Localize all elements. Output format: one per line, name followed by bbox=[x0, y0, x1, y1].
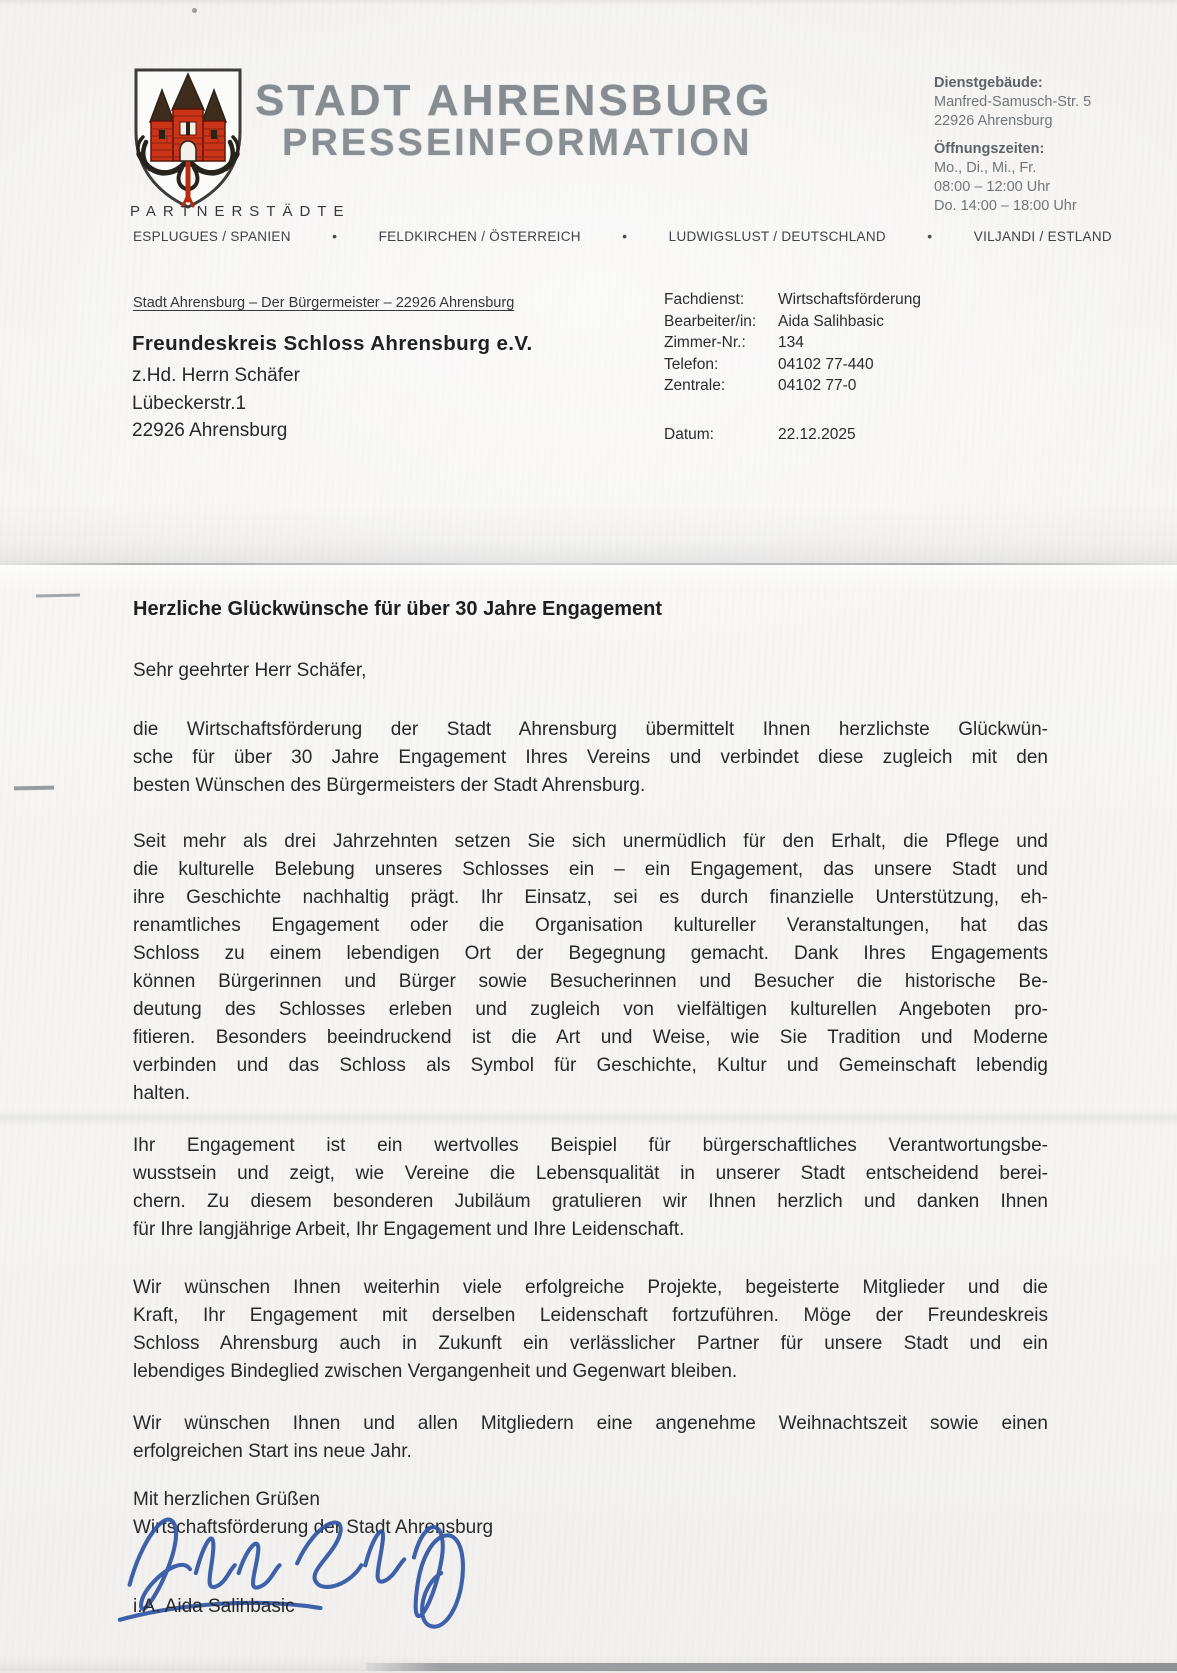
paragraph-line: Kraft, Ihr Engagement mit derselben Leidenschaft fortzuführen. Möge der Freundeskreis bbox=[133, 1305, 1048, 1326]
body-paragraph-4 bbox=[133, 1274, 1048, 1386]
closing-department: Wirtschaftsförderung der Stadt Ahrensburg bbox=[133, 1517, 494, 1538]
partner-city-feldkirchen: FELDKIRCHEN / ÖSTERREICH bbox=[378, 228, 581, 244]
paragraph-line: halten. bbox=[133, 1083, 191, 1104]
contact-info-block bbox=[664, 289, 921, 397]
scan-speck bbox=[192, 8, 197, 13]
recipient-address bbox=[132, 362, 300, 445]
office-street: Manfred-Samusch-Str. 5 bbox=[934, 94, 1092, 110]
fold-shadow bbox=[0, 505, 1177, 563]
scan-band bbox=[0, 1110, 1177, 1126]
paragraph-line: Wir wünschen Ihnen und allen Mitgliedern eine angenehme Weihnachtszeit sowie einen bbox=[133, 1413, 1048, 1434]
office-city: 22926 Ahrensburg bbox=[934, 113, 1053, 129]
contact-value: 04102 77-440 bbox=[778, 355, 874, 373]
paragraph-line: Seit mehr als drei Jahrzehnten setzen Sie sich unermüdlich für den Erhalt, die Pflege und bbox=[133, 831, 1048, 852]
partner-city-viljandi: VILJANDI / ESTLAND bbox=[973, 228, 1112, 244]
body-paragraph-5 bbox=[133, 1410, 1048, 1466]
fold-mark-upper bbox=[36, 594, 80, 598]
contact-row-telefon bbox=[664, 354, 921, 376]
paragraph-line: verbinden und das Schloss als Symbol für Geschichte, Kultur und Gemeinschaft lebendig bbox=[133, 1055, 1048, 1076]
office-heading: Dienstgebäude: bbox=[934, 75, 1043, 91]
paragraph-line: Schloss Ahrensburg auch in Zukunft ein verlässlicher Partner für unsere Stadt und ein bbox=[133, 1333, 1048, 1354]
contact-label: Zentrale: bbox=[664, 377, 726, 394]
contact-label: Telefon: bbox=[664, 355, 719, 373]
recipient-attn: z.Hd. Herrn Schäfer bbox=[132, 365, 300, 386]
city-coat-of-arms-icon bbox=[126, 66, 250, 212]
contact-value: 134 bbox=[778, 334, 804, 351]
contact-value: 04102 77-0 bbox=[778, 377, 857, 394]
partner-cities-row bbox=[133, 228, 1112, 244]
paragraph-line: erfolgreichen Start ins neue Jahr. bbox=[133, 1441, 412, 1462]
subject-line: Herzliche Glückwünsche für über 30 Jahre Engagement bbox=[133, 598, 663, 620]
contact-label: Fachdienst: bbox=[664, 291, 745, 308]
paragraph-line: deutung des Schlosses erleben und zugleich von vielfältigen kulturellen Angeboten pro- bbox=[133, 999, 1048, 1020]
contact-value: Wirtschaftsförderung bbox=[778, 291, 921, 308]
paragraph-line: Ihr Engagement ist ein wertvolles Beispiel für bürgerschaftliches Verantwortungsbe- bbox=[133, 1135, 1048, 1156]
date-row bbox=[664, 426, 856, 444]
return-address-line: Stadt Ahrensburg – Der Bürgermeister – 22926 Ahrensburg bbox=[133, 295, 515, 311]
partner-cities-heading: PARTNERSTÄDTE bbox=[130, 203, 351, 220]
scan-top-edge bbox=[0, 0, 1177, 6]
contact-label: Zimmer-Nr.: bbox=[664, 334, 746, 351]
recipient-city: 22926 Ahrensburg bbox=[132, 420, 288, 441]
paragraph-line: die Wirtschaftsförderung der Stadt Ahrensburg übermittelt Ihnen herzlichste Glückwün- bbox=[133, 719, 1048, 740]
fold-mark-lower bbox=[14, 786, 54, 791]
contact-row-fachdienst bbox=[664, 289, 921, 311]
contact-value: Aida Salihbasic bbox=[778, 312, 884, 330]
contact-row-zentrale bbox=[664, 375, 921, 397]
paragraph-line: Schloss zu einem lebendigen Ort der Begegnung gemacht. Dank Ihres Engagements bbox=[133, 943, 1048, 964]
partner-separator-dot: • bbox=[332, 228, 338, 244]
letterhead-title: STADT AHRENSBURG bbox=[255, 76, 773, 125]
paragraph-line: ihre Geschichte nachhaltig prägt. Ihr Einsatz, sei es durch finanzielle Unterstützung, eh- bbox=[133, 887, 1048, 908]
partner-city-esplugues: ESPLUGUES / SPANIEN bbox=[133, 228, 291, 244]
salutation: Sehr geehrter Herr Schäfer, bbox=[133, 660, 367, 681]
recipient-street: Lübeckerstr.1 bbox=[132, 392, 247, 414]
fold-crease-highlight bbox=[0, 565, 1177, 591]
paragraph-line: die kulturelle Belebung unseres Schlosses ein – ein Engagement, das unsere Stadt und bbox=[133, 859, 1048, 880]
date-value: 22.12.2025 bbox=[778, 426, 856, 443]
paragraph-line: Wir wünschen Ihnen weiterhin viele erfolgreiche Projekte, begeisterte Mitglieder und die bbox=[133, 1277, 1048, 1298]
date-label: Datum: bbox=[664, 426, 714, 443]
body-paragraph-1 bbox=[133, 716, 1048, 800]
handwritten-signature bbox=[116, 1438, 486, 1673]
hours-heading: Öffnungszeiten: bbox=[934, 141, 1045, 157]
contact-row-zimmer bbox=[664, 332, 921, 354]
paragraph-line: wusstsein und zeigt, wie Vereine die Lebensqualität in unserer Stadt entscheidend berei- bbox=[133, 1163, 1048, 1184]
closing-block bbox=[133, 1486, 493, 1542]
body-paragraph-2 bbox=[133, 828, 1048, 1108]
paragraph-line: können Bürgerinnen und Bürger sowie Besucherinnen und Besucher die historische Be- bbox=[133, 971, 1048, 992]
paragraph-line: chern. Zu diesem besonderen Jubiläum gratulieren wir Ihnen herzlich und danken Ihnen bbox=[133, 1191, 1048, 1212]
office-info-block bbox=[934, 74, 1091, 216]
scan-bottom-bar bbox=[366, 1663, 1177, 1671]
hours-days: Mo., Di., Mi., Fr. bbox=[934, 160, 1037, 176]
partner-separator-dot: • bbox=[622, 228, 628, 244]
paragraph-line: für Ihre langjährige Arbeit, Ihr Engagement und Ihre Leidenschaft. bbox=[133, 1219, 685, 1240]
signer-printed-name: i.A. Aida Salihbasic bbox=[133, 1596, 295, 1617]
body-paragraph-3 bbox=[133, 1132, 1048, 1244]
contact-label: Bearbeiter/in: bbox=[664, 312, 757, 330]
paragraph-line: fitieren. Besonders beeindruckend ist die Art und Weise, wie Sie Tradition und Moderne bbox=[133, 1027, 1048, 1048]
hours-afternoon: Do. 14:00 – 18:00 Uhr bbox=[934, 198, 1077, 214]
closing-greeting: Mit herzlichen Grüßen bbox=[133, 1489, 320, 1510]
paragraph-line: besten Wünschen des Bürgermeisters der Stadt Ahrensburg. bbox=[133, 775, 646, 796]
paragraph-line: sche für über 30 Jahre Engagement Ihres Vereins und verbindet diese zugleich mit den bbox=[133, 747, 1048, 768]
contact-row-bearbeiter bbox=[664, 311, 921, 333]
paragraph-line: renamtliches Engagement oder die Organisation kultureller Veranstaltungen, hat das bbox=[133, 915, 1048, 936]
hours-morning: 08:00 – 12:00 Uhr bbox=[934, 179, 1051, 195]
recipient-name: Freundeskreis Schloss Ahrensburg e.V. bbox=[132, 332, 533, 355]
paragraph-line: lebendiges Bindeglied zwischen Vergangenheit und Gegenwart bleiben. bbox=[133, 1361, 738, 1382]
partner-separator-dot: • bbox=[927, 228, 933, 244]
partner-city-ludwigslust: LUDWIGSLUST / DEUTSCHLAND bbox=[668, 228, 886, 244]
letterhead-subtitle: PRESSEINFORMATION bbox=[282, 122, 753, 164]
